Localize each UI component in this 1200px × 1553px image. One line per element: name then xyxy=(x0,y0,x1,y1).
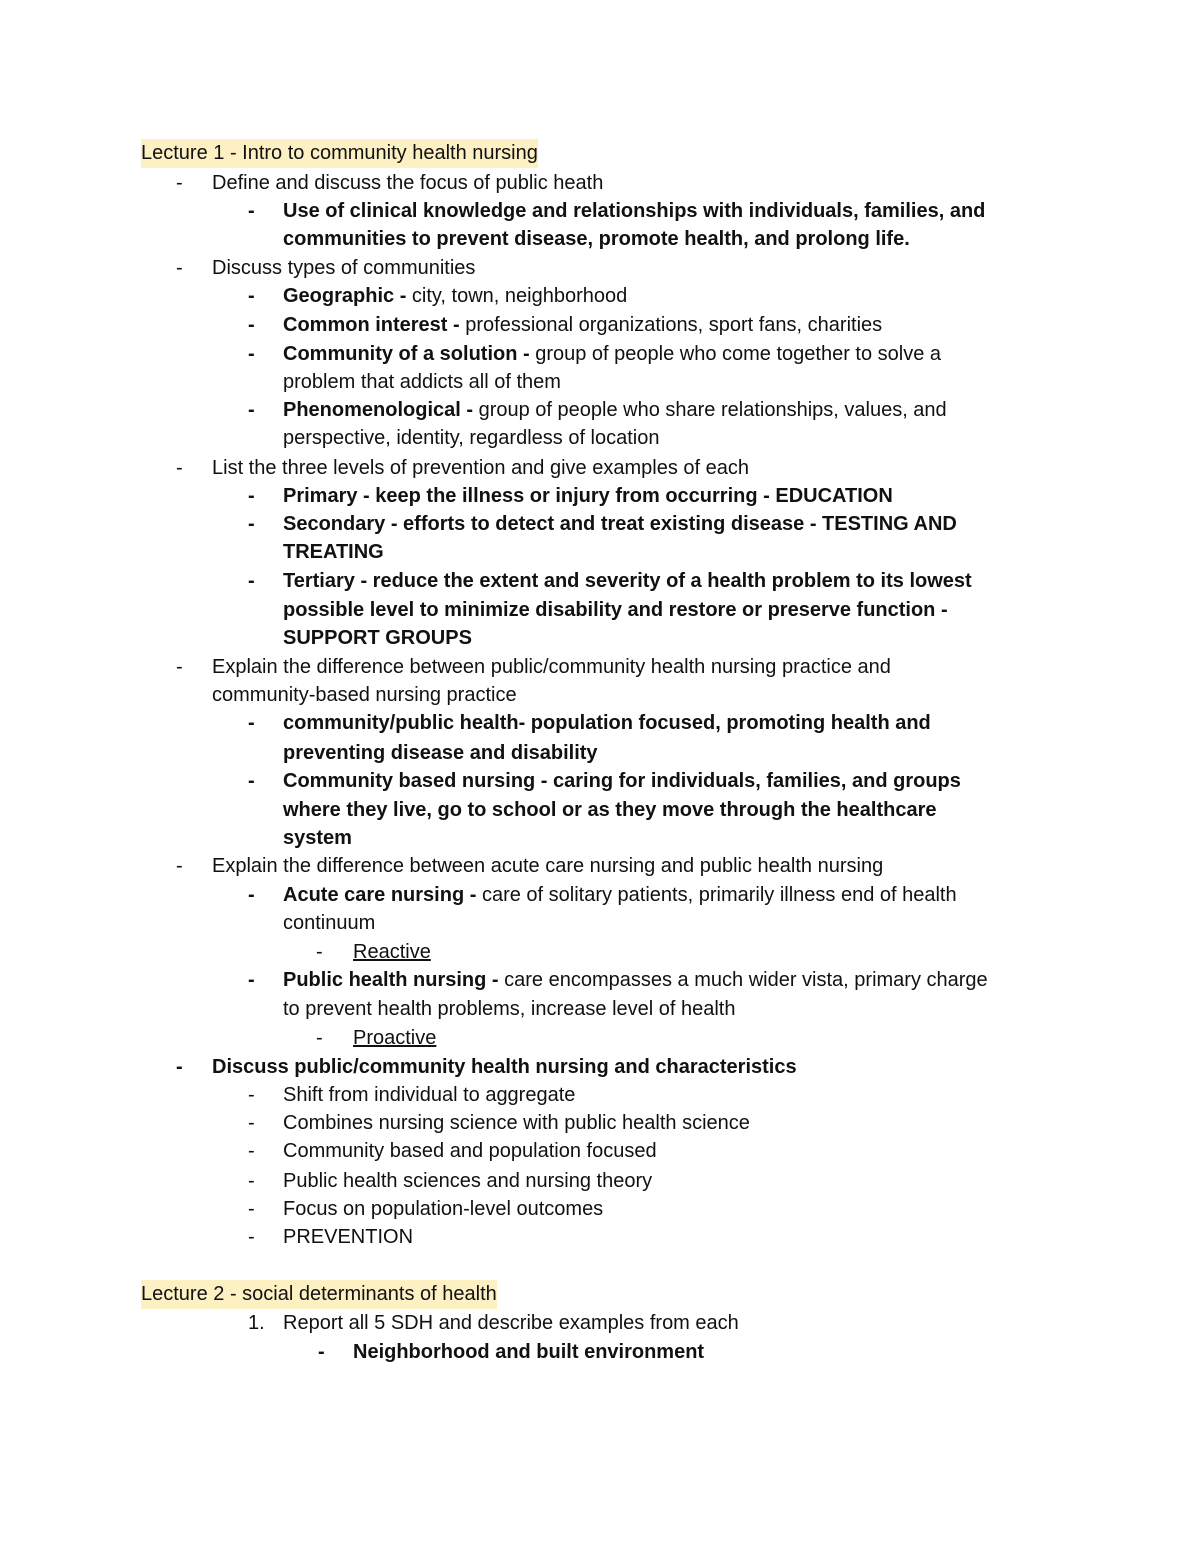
objective-line xyxy=(0,1053,1200,1082)
community-type xyxy=(283,311,882,340)
bullet-dash: - xyxy=(176,855,183,877)
bullet-dash: - xyxy=(248,285,255,307)
objective-3-text: List the three levels of prevention and give examples of each xyxy=(212,457,749,479)
public-health-practice-cont: preventing disease and disability xyxy=(283,742,598,764)
prevention-tertiary: Tertiary - reduce the extent and severity of a health problem to its lowest xyxy=(283,570,972,592)
community-type-continuation xyxy=(0,424,1200,453)
community-type-line xyxy=(0,282,1200,311)
objective-4-text: Explain the difference between public/community health nursing practice and xyxy=(212,656,891,678)
nursing-type-line xyxy=(0,881,1200,910)
description-cont: to prevent health problems, increase level of health xyxy=(283,998,736,1020)
characteristic: Focus on population-level outcomes xyxy=(283,1198,604,1220)
objective-continuation xyxy=(0,681,1200,710)
description: group of people who come together to solve a xyxy=(529,343,942,365)
description: care encompasses a much wider vista, primary charge xyxy=(498,969,988,991)
prevention-secondary-cont: TREATING xyxy=(283,541,384,563)
reactive-label: Reactive xyxy=(353,941,431,963)
prevention-level-continuation xyxy=(0,538,1200,567)
bullet-dash: - xyxy=(176,1056,183,1078)
bullet-dash: - xyxy=(248,969,255,991)
characteristic-line xyxy=(0,1195,1200,1224)
practice-continuation xyxy=(0,739,1200,768)
bullet-dash: - xyxy=(248,485,255,507)
bullet-dash: - xyxy=(316,941,323,963)
practice-line xyxy=(0,767,1200,796)
characteristic: Combines nursing science with public health science xyxy=(283,1112,750,1134)
community-type-line xyxy=(0,340,1200,369)
bullet-dash: - xyxy=(176,656,183,678)
term: Community of a solution - xyxy=(283,343,530,365)
prevention-primary: Primary - keep the illness or injury from occurring - EDUCATION xyxy=(283,485,893,507)
bullet-dash: - xyxy=(248,770,255,792)
prevention-secondary: Secondary - efforts to detect and treat existing disease - TESTING AND xyxy=(283,513,957,535)
description: care of solitary patients, primarily illness end of health xyxy=(476,884,957,906)
focus-definition: Use of clinical knowledge and relationships with individuals, families, and xyxy=(283,200,986,222)
characteristic-line xyxy=(0,1167,1200,1196)
nursing-type-line xyxy=(0,966,1200,995)
bullet-dash: - xyxy=(248,1140,255,1162)
bullet-dash: - xyxy=(248,570,255,592)
lecture-1-title: Lecture 1 - Intro to community health nursing xyxy=(141,139,538,168)
practice-continuation xyxy=(0,796,1200,825)
practice-continuation xyxy=(0,824,1200,853)
lecture-2-heading-line xyxy=(0,1280,1200,1309)
nursing-type xyxy=(283,881,957,910)
public-health-practice: community/public health- population focused, promoting health and xyxy=(283,712,931,734)
community-type xyxy=(283,340,941,369)
nursing-type xyxy=(283,966,988,995)
description-cont: perspective, identity, regardless of location xyxy=(283,427,660,449)
prevention-tertiary-cont: possible level to minimize disability and restore or preserve function - xyxy=(283,599,948,621)
sdh-objective: Report all 5 SDH and describe examples from each xyxy=(283,1312,739,1334)
description: group of people who share relationships, values, and xyxy=(473,399,947,421)
prevention-level-line xyxy=(0,482,1200,511)
objective-6-text: Discuss public/community health nursing and characteristics xyxy=(212,1056,797,1078)
bullet-dash: - xyxy=(248,1226,255,1248)
characteristic-line xyxy=(0,1137,1200,1166)
community-type-continuation xyxy=(0,368,1200,397)
objective-line xyxy=(0,169,1200,198)
prevention-level-line xyxy=(0,510,1200,539)
characteristic: Public health sciences and nursing theory xyxy=(283,1170,653,1192)
objective-5-text: Explain the difference between acute care nursing and public health nursing xyxy=(212,855,884,877)
prevention-level-line xyxy=(0,567,1200,596)
objective-line xyxy=(0,254,1200,283)
objective-4-cont: community-based nursing practice xyxy=(212,684,517,706)
bullet-dash: - xyxy=(248,1084,255,1106)
prevention-tertiary-cont: SUPPORT GROUPS xyxy=(283,627,472,649)
objective-2-text: Discuss types of communities xyxy=(212,257,476,279)
term: Common interest - xyxy=(283,314,460,336)
bullet-dash: - xyxy=(248,399,255,421)
bullet-dash: - xyxy=(248,884,255,906)
characteristic: Community based and population focused xyxy=(283,1140,657,1162)
description: professional organizations, sport fans, charities xyxy=(459,314,883,336)
bullet-dash: - xyxy=(248,1112,255,1134)
prevention-level-continuation xyxy=(0,624,1200,653)
nursing-type-sub-line xyxy=(0,1024,1200,1053)
community-type xyxy=(283,282,627,311)
characteristic-line xyxy=(0,1081,1200,1110)
term: Geographic - xyxy=(283,285,407,307)
bullet-dash: - xyxy=(248,1198,255,1220)
bullet-dash: - xyxy=(176,257,183,279)
sdh-item: Neighborhood and built environment xyxy=(353,1341,705,1363)
community-type xyxy=(283,396,947,425)
bullet-dash: - xyxy=(248,712,255,734)
description: city, town, neighborhood xyxy=(406,285,628,307)
bullet-dash: - xyxy=(318,1341,325,1363)
community-based-practice-cont: system xyxy=(283,827,352,849)
proactive-label: Proactive xyxy=(353,1027,437,1049)
bullet-dash: - xyxy=(248,343,255,365)
bullet-dash: - xyxy=(248,1170,255,1192)
bullet-dash: - xyxy=(248,513,255,535)
characteristic: PREVENTION xyxy=(283,1226,414,1248)
community-type-line xyxy=(0,396,1200,425)
bullet-dash: - xyxy=(176,457,183,479)
bullet-dash: - xyxy=(248,200,255,222)
nursing-type-continuation xyxy=(0,909,1200,938)
community-based-practice: Community based nursing - caring for individuals, families, and groups xyxy=(283,770,961,792)
objective-1-text: Define and discuss the focus of public heath xyxy=(212,172,604,194)
characteristic-line xyxy=(0,1223,1200,1252)
lecture-1-heading-line xyxy=(0,139,1200,168)
community-type-line xyxy=(0,311,1200,340)
bullet-dash: - xyxy=(248,314,255,336)
practice-line xyxy=(0,709,1200,738)
numbered-objective-line xyxy=(0,1309,1200,1338)
term: Acute care nursing - xyxy=(283,884,477,906)
lecture-2-title: Lecture 2 - social determinants of health xyxy=(141,1280,497,1309)
description-cont: problem that addicts all of them xyxy=(283,371,561,393)
focus-definition-cont: communities to prevent disease, promote health, and prolong life. xyxy=(283,228,910,250)
objective-line xyxy=(0,852,1200,881)
term: Public health nursing - xyxy=(283,969,499,991)
sdh-item-line xyxy=(0,1338,1200,1367)
objective-line xyxy=(0,454,1200,483)
description-cont: continuum xyxy=(283,912,376,934)
sub-item-line xyxy=(0,197,1200,226)
objective-line xyxy=(0,653,1200,682)
prevention-level-continuation xyxy=(0,596,1200,625)
nursing-type-continuation xyxy=(0,995,1200,1024)
list-number: 1. xyxy=(248,1312,265,1334)
community-based-practice-cont: where they live, go to school or as they move through the healthcare xyxy=(283,799,937,821)
bullet-dash: - xyxy=(176,172,183,194)
sub-item-continuation xyxy=(0,225,1200,254)
bullet-dash: - xyxy=(316,1027,323,1049)
characteristic-line xyxy=(0,1109,1200,1138)
characteristic: Shift from individual to aggregate xyxy=(283,1084,576,1106)
nursing-type-sub-line xyxy=(0,938,1200,967)
term: Phenomenological - xyxy=(283,399,474,421)
